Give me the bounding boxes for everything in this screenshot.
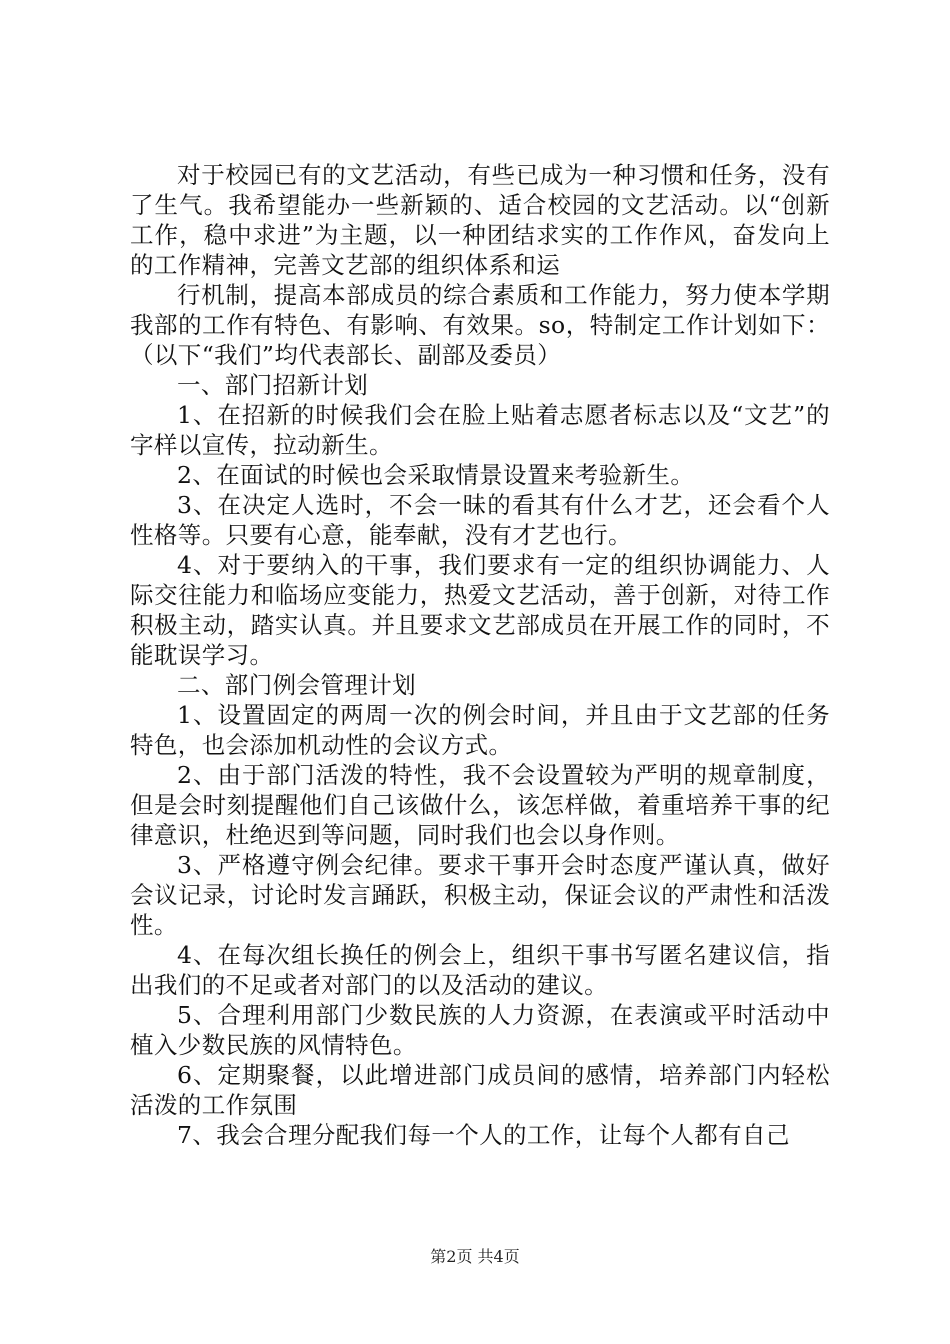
recruitment-item-2: 2、在面试的时候也会采取情景设置来考验新生。 bbox=[177, 461, 695, 489]
body-text bbox=[130, 160, 830, 1150]
meeting-item-5: 5、合理利用部门少数民族的人力资源，在表演或平时活动中植入少数民族的风情特色。 bbox=[130, 1001, 830, 1059]
recruitment-item-1: 1、在招新的时候我们会在脸上贴着志愿者标志以及“文艺”的字样以宣传，拉动新生。 bbox=[130, 401, 830, 459]
meeting-item-2: 2、由于部门活泼的特性，我不会设置较为严明的规章制度，但是会时刻提醒他们自己该做什么，该怎样做，着重培养干事的纪律意识，杜绝迟到等问题，同时我们也会以身作则。 bbox=[130, 761, 830, 849]
meeting-item-4: 4、在每次组长换任的例会上，组织干事书写匿名建议信，指出我们的不足或者对部门的以及活动的建议。 bbox=[130, 941, 830, 999]
section-heading-recruitment: 一、部门招新计划 bbox=[177, 371, 369, 399]
meeting-item-3: 3、严格遵守例会纪律。要求干事开会时态度严谨认真，做好会议记录，讨论时发言踊跃，积极主动，保证会议的严肃性和活泼性。 bbox=[130, 851, 830, 939]
page-number: 第2页 共4页 bbox=[430, 1247, 520, 1266]
page-footer bbox=[0, 1247, 950, 1267]
meeting-item-1: 1、设置固定的两周一次的例会时间，并且由于文艺部的任务特色，也会添加机动性的会议方式。 bbox=[130, 701, 830, 759]
recruitment-item-4: 4、对于要纳入的干事，我们要求有一定的组织协调能力、人际交往能力和临场应变能力，热爱文艺活动，善于创新，对待工作积极主动，踏实认真。并且要求文艺部成员在开展工作的同时，不能耽误学习。 bbox=[130, 551, 830, 669]
section-heading-meetings: 二、部门例会管理计划 bbox=[177, 671, 416, 699]
paragraph-intro: 对于校园已有的文艺活动，有些已成为一种习惯和任务，没有了生气。我希望能办一些新颖的、适合校园的文艺活动。以“创新工作，稳中求进”为主题，以一种团结求实的工作作风，奋发向上的工作精神，完善文艺部的组织体系和运 bbox=[130, 161, 830, 279]
meeting-item-7: 7、我会合理分配我们每一个人的工作，让每个人都有自己 bbox=[177, 1121, 790, 1149]
paragraph-intro-continued: 行机制，提高本部成员的综合素质和工作能力，努力使本学期我部的工作有特色、有影响、有效果。so，特制定工作计划如下：（以下“我们”均代表部长、副部及委员） bbox=[130, 281, 830, 369]
recruitment-item-3: 3、在决定人选时，不会一昧的看其有什么才艺，还会看个人性格等。只要有心意，能奉献，没有才艺也行。 bbox=[130, 491, 830, 549]
meeting-item-6: 6、定期聚餐，以此增进部门成员间的感情，培养部门内轻松活泼的工作氛围 bbox=[130, 1061, 830, 1119]
